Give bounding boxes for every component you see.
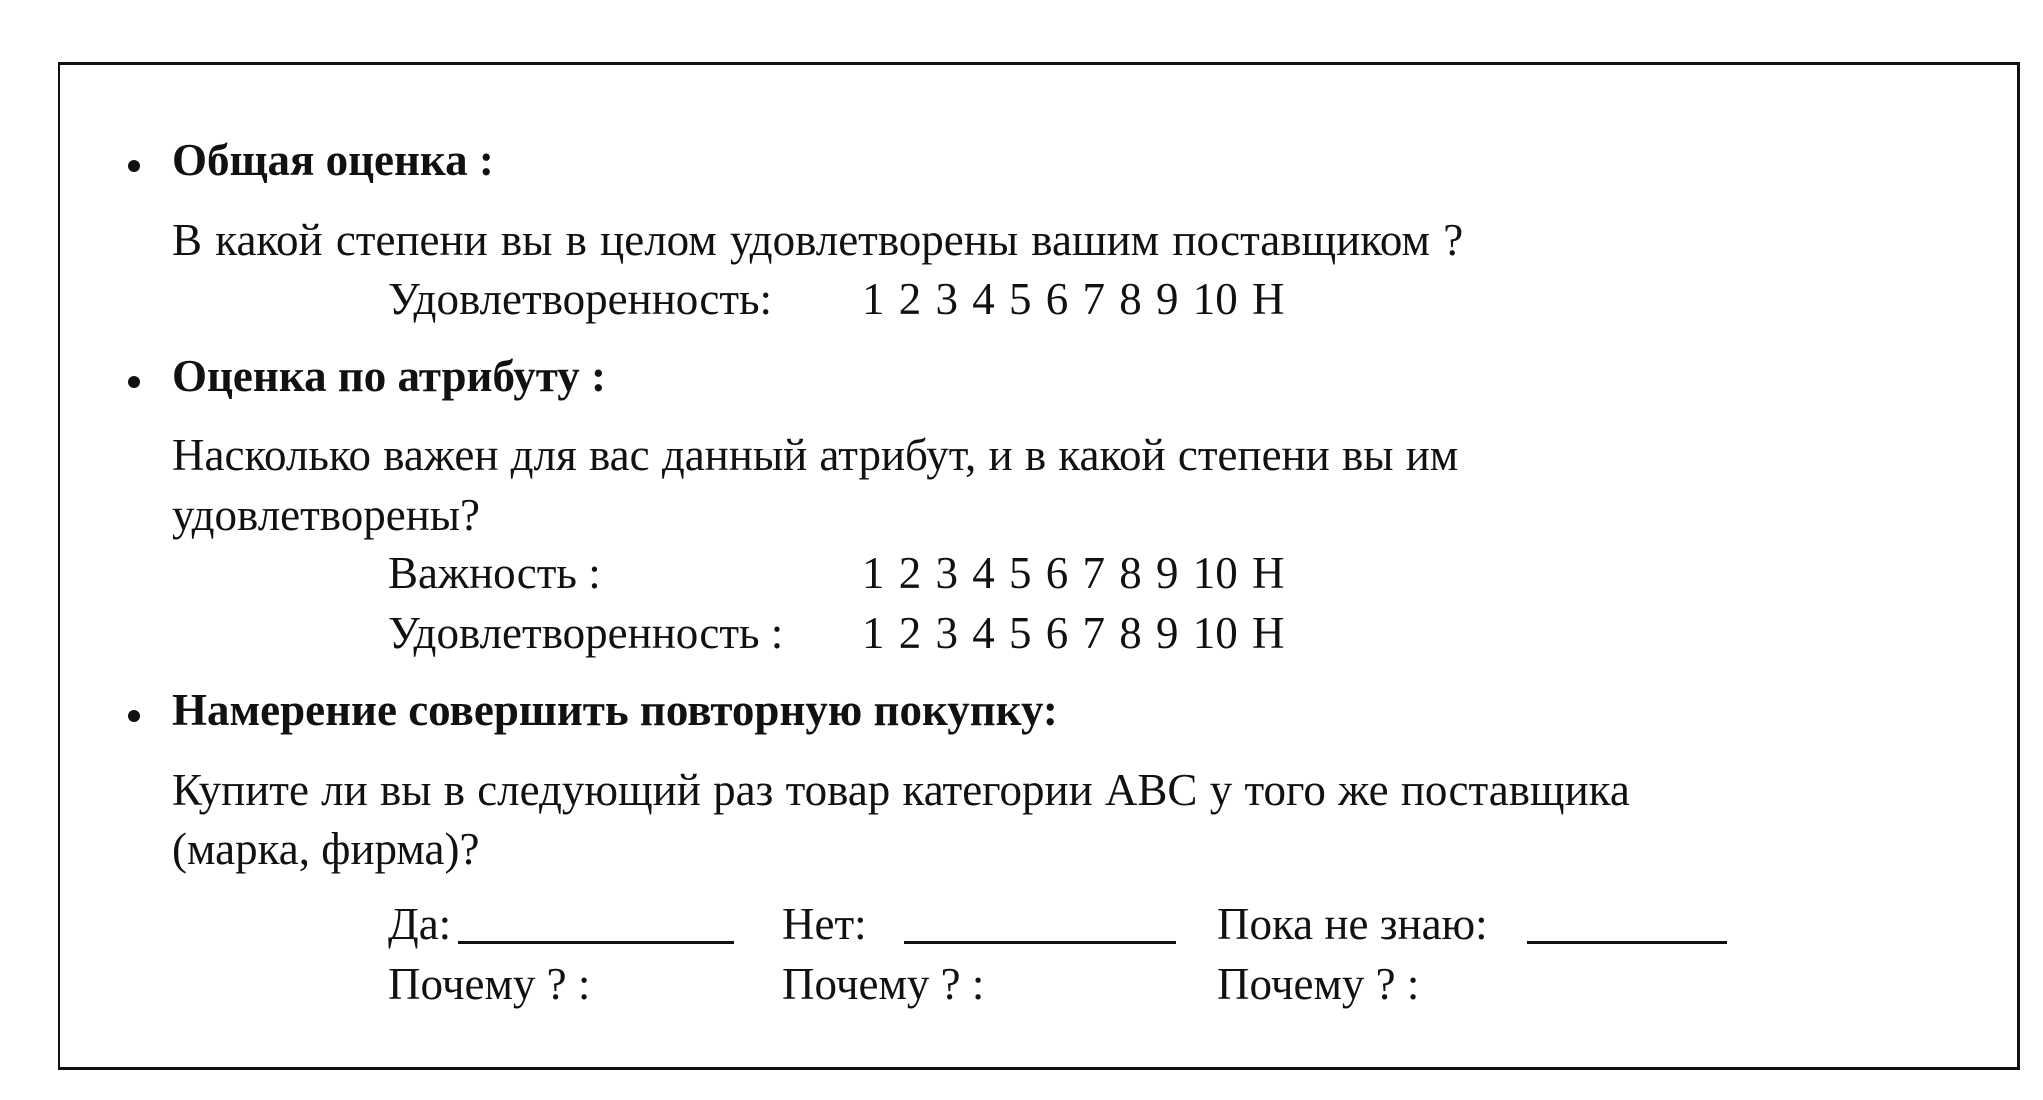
answer-yes-label: Да: (388, 899, 452, 949)
why-unsure-label: Почему ? : (1217, 959, 1420, 1009)
answer-no-label: Нет: (782, 899, 867, 949)
question-attribute-line2: удовлетворены? (172, 490, 481, 540)
why-yes-label: Почему ? : (388, 959, 591, 1009)
answer-unsure-label: Пока не знаю: (1217, 899, 1488, 949)
row-label-satisfaction: Удовлетворенность: (388, 274, 773, 324)
section-heading-attribute: Оценка по атрибуту : (172, 351, 606, 401)
section-heading-overall: Общая оценка : (172, 135, 494, 185)
rating-scale: 1 2 3 4 5 6 7 8 9 10 Н (862, 548, 1285, 598)
bullet-icon (128, 160, 140, 172)
question-overall: В какой степени вы в целом удовлетворены вашим поставщиком ? (172, 215, 1464, 265)
rating-scale: 1 2 3 4 5 6 7 8 9 10 Н (862, 274, 1285, 324)
question-repurchase-line1: Купите ли вы в следующий раз товар категории АВС у того же поставщика (172, 765, 1630, 815)
answer-unsure-blank[interactable] (1527, 941, 1727, 944)
rating-scale: 1 2 3 4 5 6 7 8 9 10 Н (862, 608, 1285, 658)
answer-yes-blank[interactable] (458, 941, 734, 944)
row-label-importance: Важность : (388, 548, 601, 598)
question-repurchase-line2: (марка, фирма)? (172, 824, 480, 874)
bullet-icon (128, 376, 140, 388)
section-heading-repurchase: Намерение совершить повторную покупку: (172, 685, 1058, 735)
bullet-icon (128, 710, 140, 722)
row-label-satisfaction: Удовлетворенность : (388, 608, 784, 658)
why-no-label: Почему ? : (782, 959, 985, 1009)
answer-no-blank[interactable] (904, 941, 1176, 944)
question-attribute-line1: Насколько важен для вас данный атрибут, и в какой степени вы им (172, 430, 1459, 480)
